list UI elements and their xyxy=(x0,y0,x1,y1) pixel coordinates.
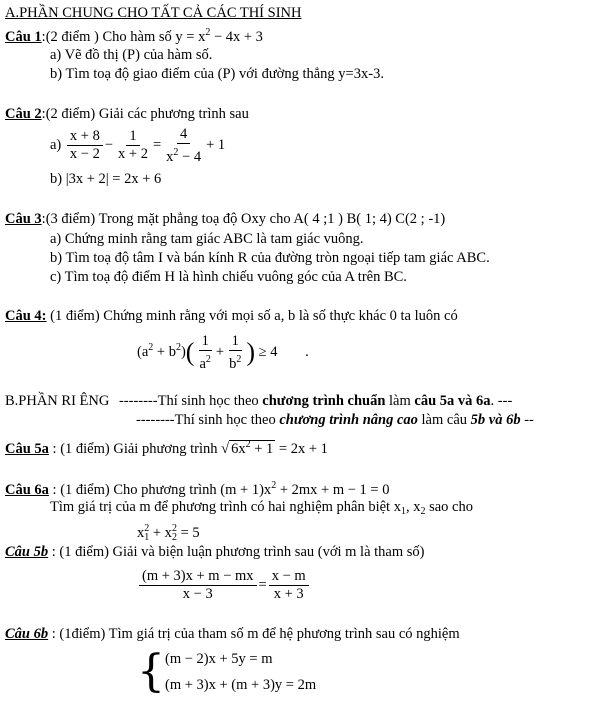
q3-part-b: b) Tìm toạ độ tâm I và bán kính R của đường tròn ngoại tiếp tam giác ABC. xyxy=(50,250,490,266)
q1-part-a: a) Vẽ đồ thị (P) của hàm số. xyxy=(50,47,213,63)
q6a-condition: $x_1^2 + x_2^2 = 5$ xyxy=(137,523,200,543)
q1-stem: Cho hàm số xyxy=(102,29,172,45)
section-b-line-2: --------Thí sinh học theo chương trình nâng cao làm câu 5b và 6b -- xyxy=(136,412,534,428)
q2-part-a: a) $\frac{x + 8}{x - 2}$ − $\frac{1}{x + 2}$ = $\frac{4}{x^2 - 4}$ + 1 xyxy=(50,125,226,165)
q2-label: Câu 2 xyxy=(5,106,42,122)
q3-points: :(3 điểm) xyxy=(41,211,96,227)
question-6b: Câu 6b : (1điểm) Tìm giá trị của tham số m để hệ phương trình sau có nghiệm xyxy=(5,626,460,642)
q1-label: Câu 1 xyxy=(5,29,42,45)
q6b-system: { (m − 2)x + 5y = m (m + 3)x + (m + 3)y = 2m xyxy=(137,646,317,697)
q6a-label: Câu 6a xyxy=(5,482,49,498)
q4-inequality: $(a^2 + b^2)$( $\frac{1}{a^2}$ + $\frac{1}{b^2}$ ) ≥ 4 . xyxy=(137,332,309,372)
sqrt-symbol: √ xyxy=(221,441,230,457)
question-3 xyxy=(5,210,445,228)
question-2 xyxy=(5,105,249,123)
q5b-label: Câu 5b xyxy=(5,544,49,560)
q1-points: :(2 điểm ) xyxy=(41,29,99,45)
question-5b: Câu 5b : (1 điểm) Giải và biện luận phương trình sau (với m là tham số) xyxy=(5,544,425,560)
question-4 xyxy=(5,307,458,325)
q2-part-b: b) |3x + 2| = 2x + 6 xyxy=(50,171,162,187)
question-1 xyxy=(5,24,263,46)
question-5a: Câu 5a : (1 điểm) Giải phương trình √ $6x^2 + 1 = 2x + 1$ xyxy=(5,439,328,457)
q3-label: Câu 3 xyxy=(5,211,42,227)
question-6a: Câu 6a : (1 điểm) Cho phương trình $(m + 1)x^2 + 2mx + m - 1 = 0$ xyxy=(5,480,390,498)
q1-part-b: b) Tìm toạ độ giao điểm của (P) với đường thẳng y=3x-3. xyxy=(50,66,384,82)
section-b-line-1: B.PHẦN RI ÊNG --------Thí sinh học theo chương trình chuẩn làm câu 5a và 6a. --- xyxy=(5,393,513,409)
section-a-title: A.PHẦN CHUNG CHO TẤT CẢ CÁC THÍ SINH xyxy=(5,5,302,21)
q1-formula: $y = x^2 - 4x + 3$ xyxy=(175,27,263,45)
q5b-equation: $\frac{(m + 3)x + m - mx}{x - 3}$ = $\frac{x - m}{x + 3}$ xyxy=(137,563,311,607)
q2-stem: Giải các phương trình sau xyxy=(98,106,249,122)
q6b-label: Câu 6b xyxy=(5,626,49,642)
q4-stem: (1 điểm) Chứng minh rằng với mọi số a, b là số thực khác 0 ta luôn có xyxy=(50,308,458,324)
section-b-title: B.PHẦN RI ÊNG xyxy=(5,393,110,409)
q3-stem: Trong mặt phẳng toạ độ Oxy cho A( 4 ;1 ) B( 1; 4) C(2 ; -1) xyxy=(98,211,446,227)
q6a-line-2: Tìm giá trị của m để phương trình có hai nghiệm phân biệt $x_1$, $x_2$ sao cho xyxy=(50,499,473,517)
q2-points: :(2 điểm) xyxy=(41,106,96,122)
q4-label: Câu 4: xyxy=(5,308,47,324)
q3-part-a: a) Chứng minh rằng tam giác ABC là tam giác vuông. xyxy=(50,231,364,247)
q5a-label: Câu 5a xyxy=(5,441,49,457)
q3-part-c: c) Tìm toạ độ điểm H là hình chiếu vuông góc của A trên BC. xyxy=(50,269,407,285)
